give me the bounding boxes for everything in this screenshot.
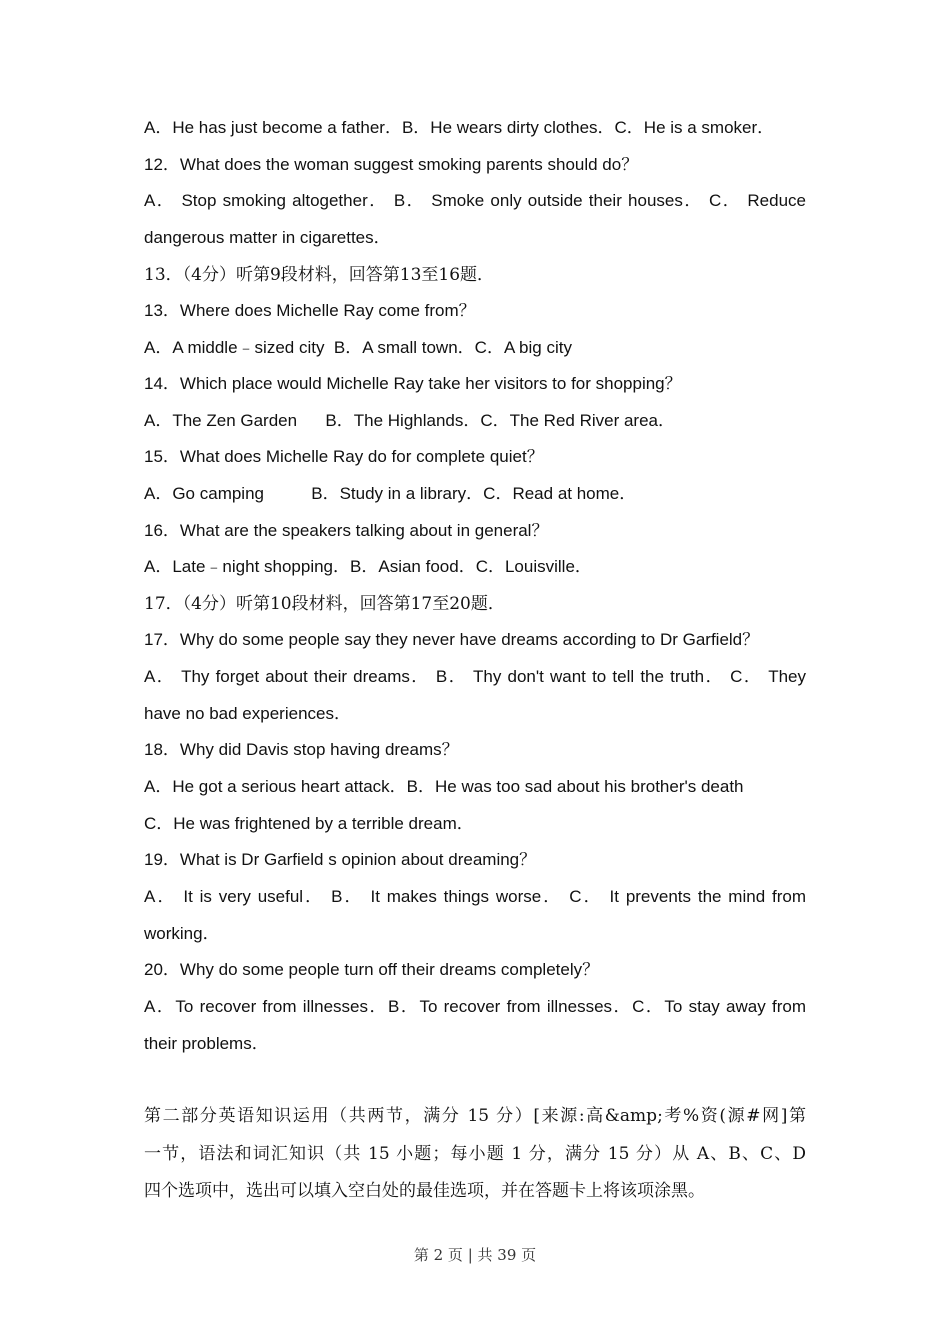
option-line-q18-cont: C．He was frightened by a terrible dream． xyxy=(144,814,474,833)
question-16: 16．What are the speakers talking about in general？ xyxy=(144,521,549,540)
option-line-q20: A．To recover from illnesses．B．To recover from illnesses．C．To stay away from xyxy=(144,997,806,1016)
option-line-q20-cont: their problems． xyxy=(144,1034,269,1053)
section2-heading-line2: 一节，语法和词汇知识（共 15 小题；每小题 1 分，满分 15 分）从 A、B、C、D xyxy=(144,1144,806,1164)
section2-heading-line1: 第二部分英语知识运用（共两节，满分 15 分）[来源:高&amp;考%资(源#网]第 xyxy=(144,1106,806,1126)
question-20: 20．Why do some people turn off their dreams completely？ xyxy=(144,960,600,979)
question-17: 17．Why do some people say they never have dreams according to Dr Garfield？ xyxy=(144,630,760,649)
option-line-q16: A．Late﹣night shopping．B．Asian food．C．Louisville． xyxy=(144,557,592,576)
section-heading-13-16: 13．（4分）听第9段材料，回答第13至16题． xyxy=(144,265,495,285)
option-line-q13: A．A middle﹣sized city B．A small town．C．A big city xyxy=(144,338,572,357)
option-line-q14: A．The Zen Garden B．The Highlands．C．The Red River area． xyxy=(144,411,675,430)
option-line-q17-cont: have no bad experiences． xyxy=(144,704,351,723)
question-13: 13．Where does Michelle Ray come from？ xyxy=(144,301,476,320)
option-line-q19-cont: working． xyxy=(144,924,220,943)
option-line-q15: A．Go camping B．Study in a library．C．Read at home． xyxy=(144,484,637,503)
option-line-q12-cont: dangerous matter in cigarettes． xyxy=(144,228,391,247)
option-line-q19: A． It is very useful． B． It makes things worse． C． It prevents the mind from xyxy=(144,887,806,906)
page-footer: 第 2 页 | 共 39 页 xyxy=(413,1246,537,1264)
option-line-q12: A． Stop smoking altogether． B． Smoke only outside their houses． C． Reduce xyxy=(144,191,806,210)
question-18: 18．Why did Davis stop having dreams？ xyxy=(144,740,459,759)
question-12: 12．What does the woman suggest smoking parents should do？ xyxy=(144,155,639,174)
question-15: 15．What does Michelle Ray do for complete quiet？ xyxy=(144,447,544,466)
option-line-q11: A．He has just become a father．B．He wears dirty clothes．C．He is a smoker． xyxy=(144,118,775,137)
question-19: 19．What is Dr Garfield s opinion about dreaming？ xyxy=(144,850,537,869)
option-line-q18: A．He got a serious heart attack．B．He was too sad about his brother's death xyxy=(144,777,744,796)
option-line-q17: A． Thy forget about their dreams． B． Thy don't want to tell the truth． C． They xyxy=(144,667,806,686)
section-heading-17-20: 17．（4分）听第10段材料，回答第17至20题． xyxy=(144,594,505,614)
question-14: 14．Which place would Michelle Ray take her visitors to for shopping？ xyxy=(144,374,682,393)
section2-heading-line3: 四个选项中，选出可以填入空白处的最佳选项，并在答题卡上将该项涂黑。 xyxy=(144,1181,705,1201)
